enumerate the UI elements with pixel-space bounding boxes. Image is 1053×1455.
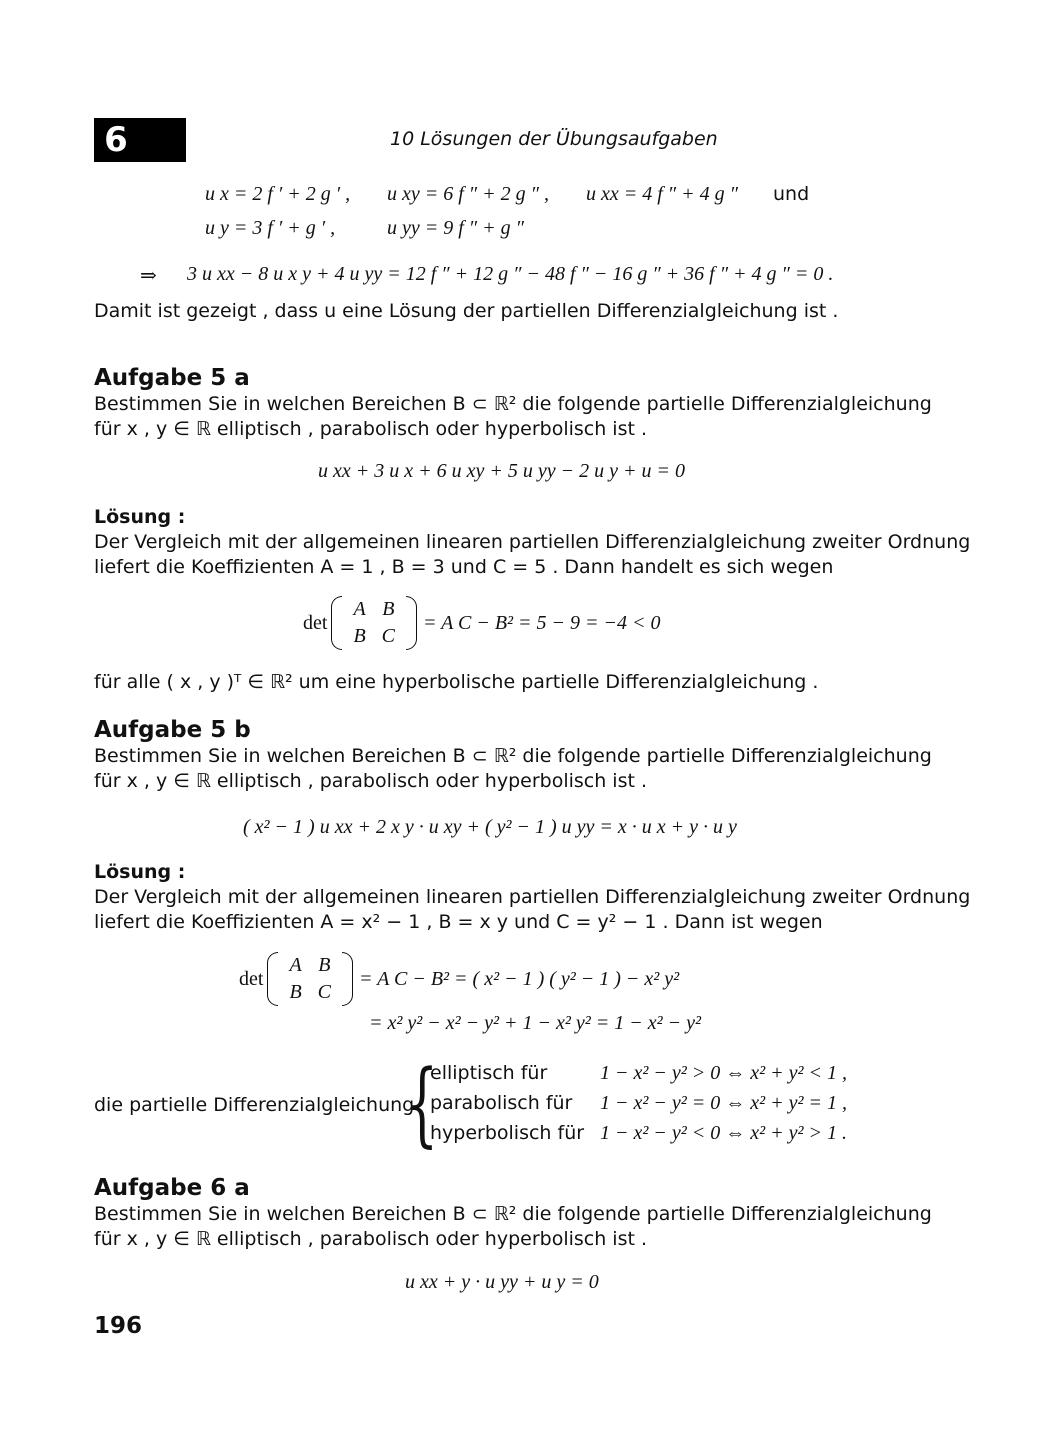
case-row-parabolic: [430, 1092, 847, 1122]
task-5b-determinant: [239, 952, 679, 1006]
task-6a-title: Aufgabe 6 a: [94, 1175, 250, 1201]
task-6a-equation: u xx + y · u yy + u y = 0: [405, 1271, 599, 1293]
chapter-tab: [94, 118, 186, 162]
cases-list: [430, 1062, 847, 1152]
left-brace: {: [406, 1050, 439, 1157]
implies-symbol: ⇒: [140, 265, 157, 287]
task-5a-title: Aufgabe 5 a: [94, 365, 250, 391]
task-5a-line2: für x , y ∈ ℝ elliptisch , parabolisch oder hyperbolisch ist .: [94, 418, 648, 440]
case-expression: 1 − x² − y² = 0 ⇔ x² + y² = 1 ,: [600, 1092, 847, 1114]
eq-uy: u y = 3 f ′ + g ′ ,: [205, 217, 336, 239]
case-row-elliptic: [430, 1062, 847, 1092]
case-expression: 1 − x² − y² > 0 ⇔ x² + y² < 1 ,: [600, 1062, 847, 1084]
det-rhs-2: = x² y² − x² − y² + 1 − x² y² = 1 − x² − y²: [369, 1012, 701, 1034]
matrix-cell: C: [381, 625, 395, 647]
task-5b-solution-line1: Der Vergleich mit der allgemeinen linearen partiellen Differenzialgleichung zweiter Ordnung: [94, 886, 971, 908]
task-5a-closing: für alle ( x , y )ᵀ ∈ ℝ² um eine hyperbolische partielle Differenzialgleichung .: [94, 671, 819, 693]
coefficient-matrix: [331, 596, 417, 650]
task-5a-solution-line2: liefert die Koeffizienten A = 1 , B = 3 und C = 5 . Dann handelt es sich wegen: [94, 556, 834, 578]
task-6a-line2: für x , y ∈ ℝ elliptisch , parabolisch oder hyperbolisch ist .: [94, 1228, 648, 1250]
case-label: elliptisch für: [430, 1062, 548, 1084]
page-number: 196: [94, 1313, 143, 1339]
task-5b-title: Aufgabe 5 b: [94, 717, 251, 743]
eq-uyy: u yy = 9 f ″ + g ″: [387, 217, 524, 239]
task-5a-solution-label: Lösung :: [94, 506, 186, 528]
case-expression: 1 − x² − y² < 0 ⇔ x² + y² > 1 .: [600, 1122, 847, 1144]
cases-intro: die partielle Differenzialgleichung: [94, 1094, 415, 1116]
det-rhs: = A C − B² = 5 − 9 = −4 < 0: [423, 611, 661, 634]
matrix-cell: A: [289, 954, 302, 976]
task-5a-line1: Bestimmen Sie in welchen Bereichen B ⊂ ℝ² die folgende partielle Differenzialgleichung: [94, 393, 932, 415]
matrix-cell: B: [289, 981, 302, 1003]
task-5b-solution-line2: liefert die Koeffizienten A = x² − 1 , B = x y und C = y² − 1 . Dann ist wegen: [94, 911, 823, 933]
task-5b-solution-label: Lösung :: [94, 861, 186, 883]
matrix-cell: A: [353, 598, 366, 620]
task-5a-equation: u xx + 3 u x + 6 u xy + 5 u yy − 2 u y + u = 0: [318, 460, 685, 482]
case-row-hyperbolic: [430, 1122, 847, 1152]
det-label: det: [239, 967, 264, 990]
eq-und: und: [773, 183, 810, 205]
case-label: parabolisch für: [430, 1092, 573, 1114]
implies-equation: 3 u xx − 8 u x y + 4 u yy = 12 f ″ + 12 g ″ − 48 f ″ − 16 g ″ + 36 f ″ + 4 g ″ = 0 .: [187, 263, 834, 285]
eq-ux: u x = 2 f ′ + 2 g ′ ,: [205, 183, 351, 205]
coefficient-matrix: [267, 952, 353, 1006]
det-rhs-1: = A C − B² = ( x² − 1 ) ( y² − 1 ) − x² y²: [359, 967, 680, 990]
matrix-cell: C: [317, 981, 331, 1003]
case-label: hyperbolisch für: [430, 1122, 585, 1144]
matrix-cell: B: [353, 625, 366, 647]
task-5b-equation: ( x² − 1 ) u xx + 2 x y · u xy + ( y² − 1 ) u yy = x · u x + y · u y: [243, 816, 737, 838]
task-5b-line1: Bestimmen Sie in welchen Bereichen B ⊂ ℝ² die folgende partielle Differenzialgleichung: [94, 745, 932, 767]
eq-uxy: u xy = 6 f ″ + 2 g ″ ,: [387, 183, 549, 205]
chapter-number: 6: [104, 120, 128, 160]
running-title: 10 Lösungen der Übungsaufgaben: [390, 128, 718, 150]
eq-uxx: u xx = 4 f ″ + 4 g ″: [586, 183, 738, 205]
conclusion-text: Damit ist gezeigt , dass u eine Lösung der partiellen Differenzialgleichung ist .: [94, 300, 839, 322]
matrix-cell: B: [382, 598, 395, 620]
matrix-cell: B: [318, 954, 331, 976]
task-5a-solution-line1: Der Vergleich mit der allgemeinen linearen partiellen Differenzialgleichung zweiter Ordnung: [94, 531, 971, 553]
det-label: det: [303, 611, 328, 634]
task-5a-determinant: [303, 596, 661, 650]
task-5b-line2: für x , y ∈ ℝ elliptisch , parabolisch oder hyperbolisch ist .: [94, 770, 648, 792]
task-6a-line1: Bestimmen Sie in welchen Bereichen B ⊂ ℝ² die folgende partielle Differenzialgleichung: [94, 1203, 932, 1225]
